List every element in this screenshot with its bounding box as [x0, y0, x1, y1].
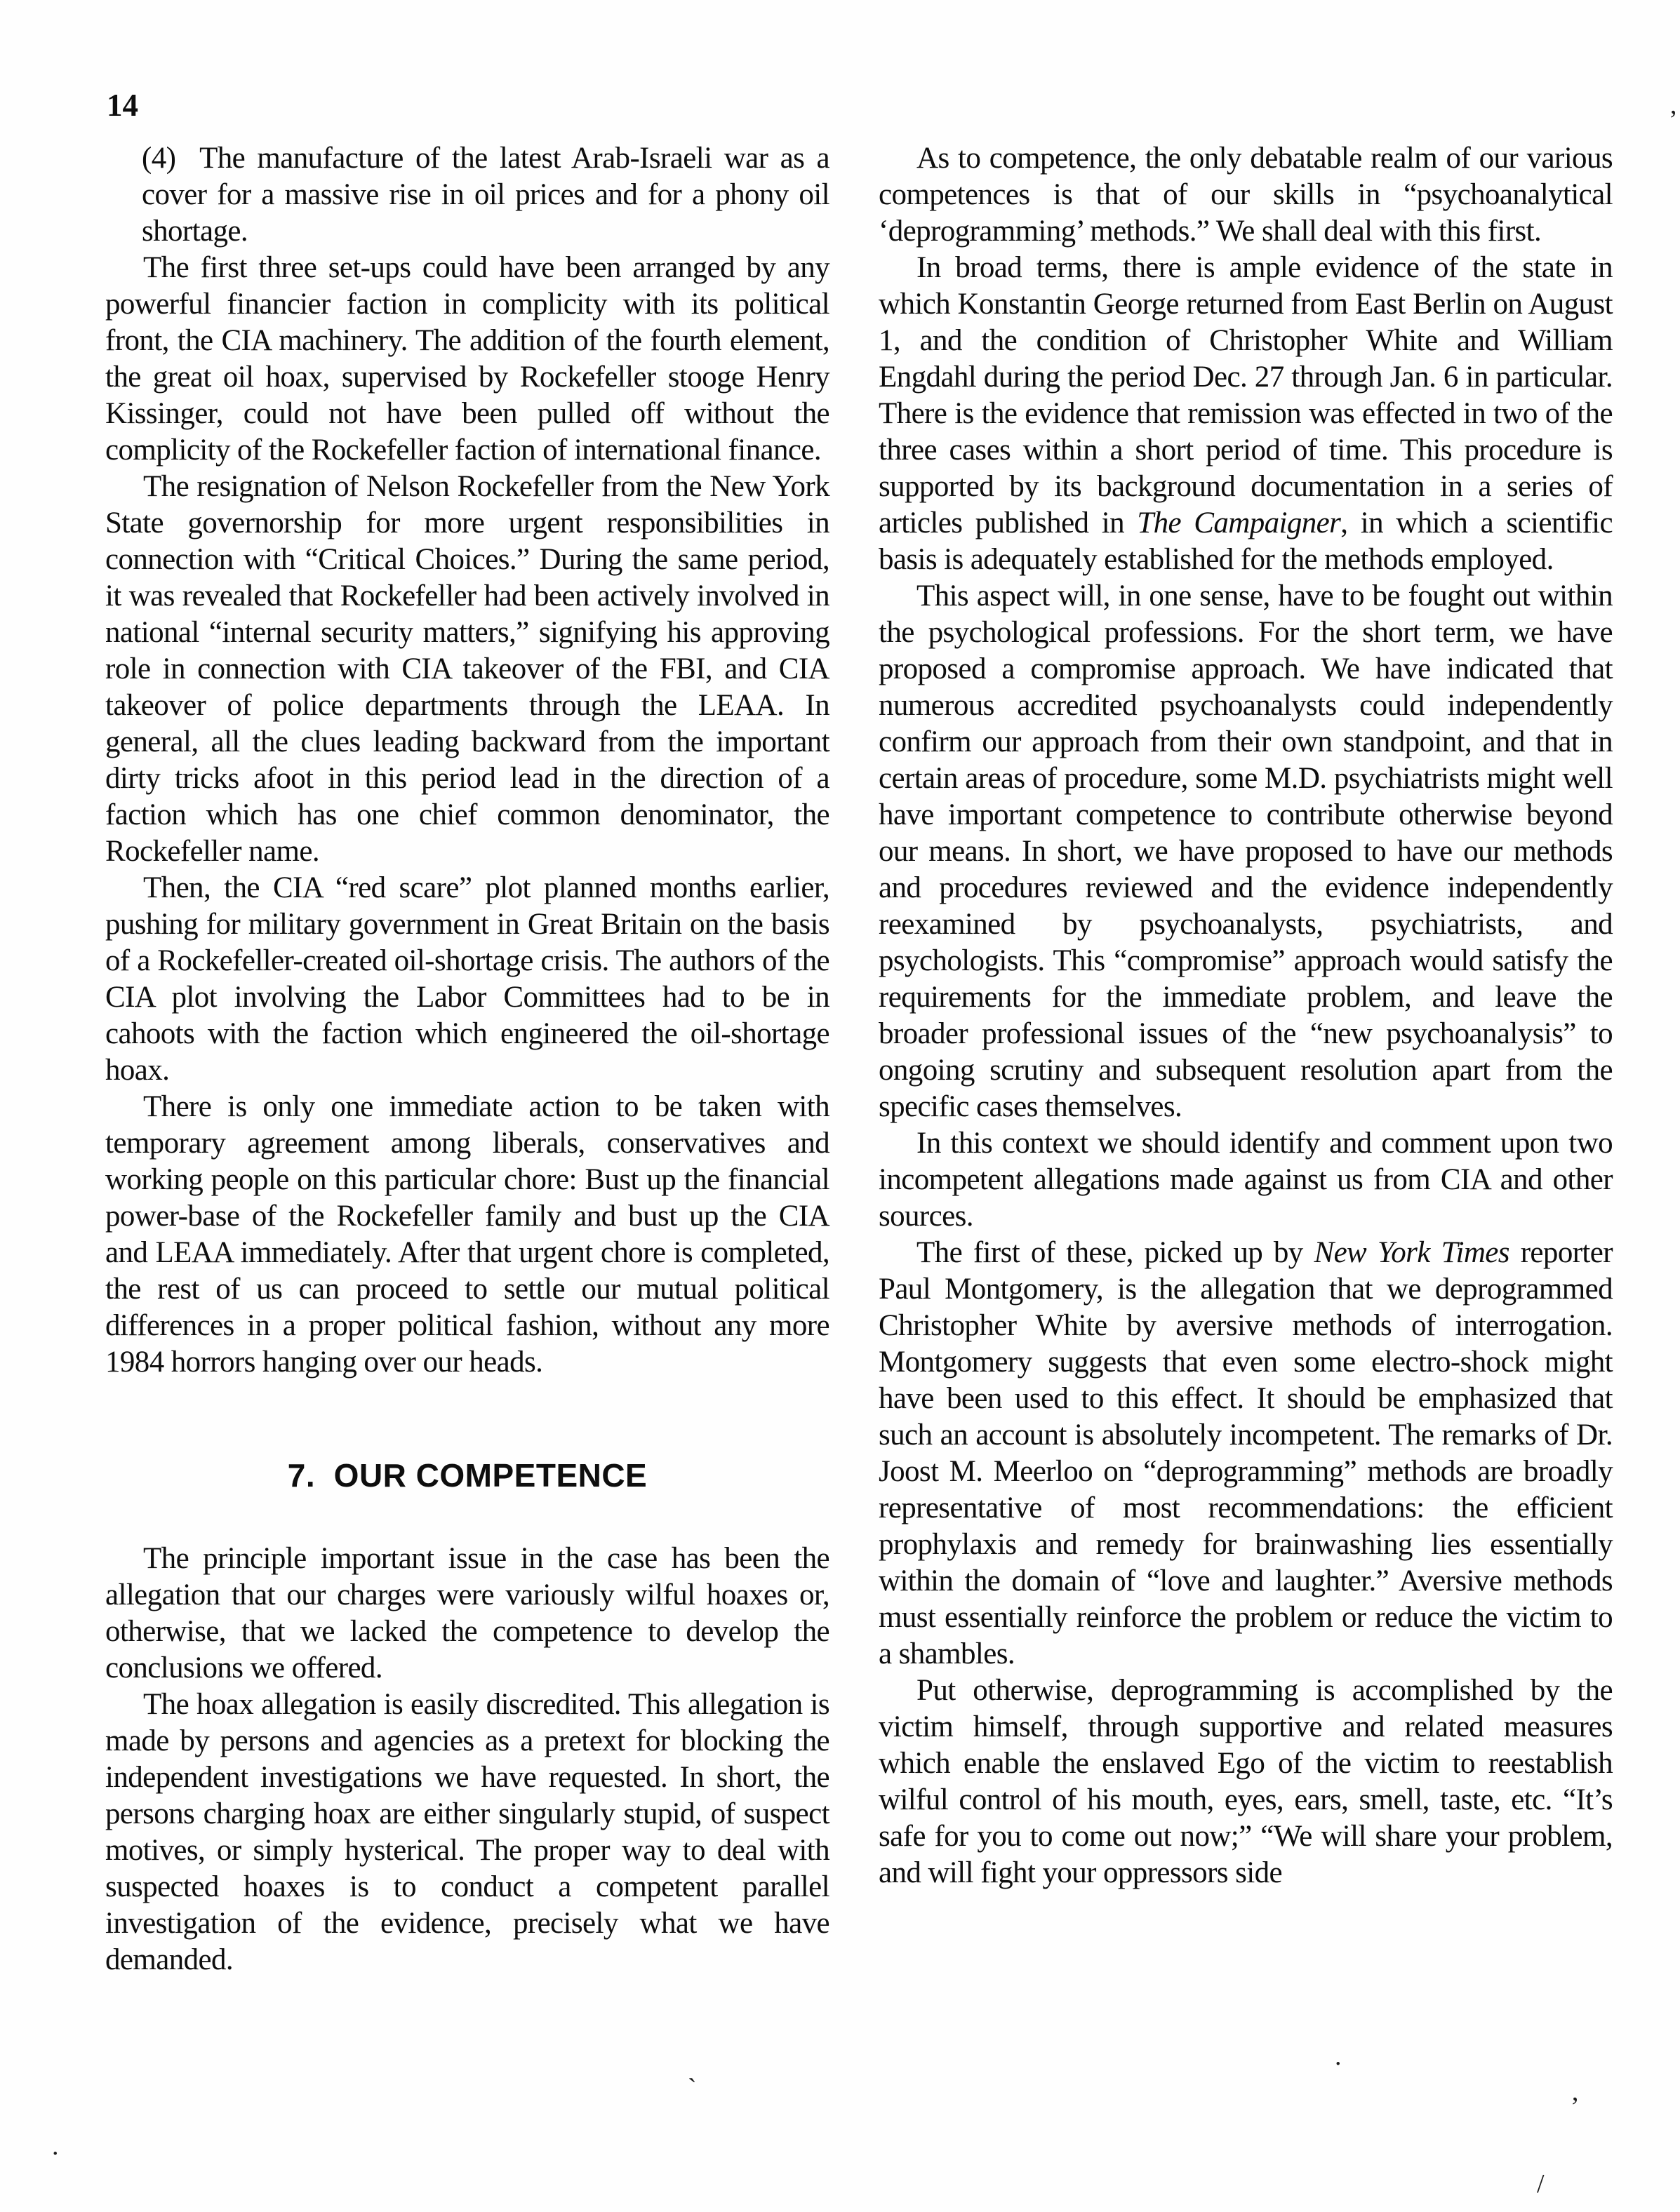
page-number: 14: [107, 88, 138, 123]
scan-artifact: ’: [1669, 105, 1678, 135]
list-item: [142, 140, 829, 250]
body-text: 7. OUR COMPETENCE: [287, 1457, 648, 1494]
scan-artifact: `: [688, 2074, 697, 2103]
paragraph: [879, 140, 1613, 250]
scan-artifact: .: [52, 2131, 59, 2161]
scan-artifact: /: [1537, 2169, 1545, 2199]
paragraph: [105, 469, 829, 870]
body-text: The first three set-ups could have been arranged by any powerful financier faction in complicity with its political front, the CIA machinery. The addition of the fourth element, the great oil hoax, supervised by Rockefeller stooge Henry Kissinger, could not have been pulled off without the complicity of the Rockefeller faction of international finance.: [105, 251, 829, 467]
paragraph: [105, 1687, 829, 1978]
body-text: The principle important issue in the case has been the allegation that our charges were variously wilful hoaxes or, otherwise, that we lacked the competence to develop the conclusions we offered.: [105, 1542, 829, 1684]
body-text: There is only one immediate action to be taken with temporary agreement among liberals, conservatives and working people on this particular chore: Bust up the financial power-base of the Rockefeller family and bust up the CIA and LEAA immediately. After that urgent chore is completed, the rest of us can proceed to settle our mutual political differences in a proper political fashion, without any more 1984 horrors hanging over our heads.: [105, 1090, 829, 1379]
right-column: [879, 140, 1613, 1891]
left-column: [105, 140, 829, 1978]
body-text: (4) The manufacture of the latest Arab-Israeli war as a cover for a massive rise in oil prices and for a phony oil shortage.: [142, 142, 829, 248]
paragraph: [879, 578, 1613, 1125]
italic-text: The Campaigner: [1137, 507, 1341, 539]
body-text: In broad terms, there is ample evidence of the state in which Konstantin George returned from East Berlin on August 1, and the condition of Christopher White and William Engdahl during the period Dec. 27 through Jan. 6 in particular. There is the evidence that remission was effected in two of the three cases within a short period of time. This procedure is supported by its background documentation in a series of articles published in: [879, 251, 1613, 539]
body-text: The first of these, picked up by: [916, 1236, 1314, 1269]
paragraph: [105, 250, 829, 469]
body-text: , in which a scientific basis is adequately established for the methods employed.: [879, 507, 1613, 576]
body-text: In this context we should identify and comment upon two incompetent allegations made against us from CIA and other sources.: [879, 1127, 1613, 1233]
paragraph: [879, 1235, 1613, 1673]
paragraph: [105, 870, 829, 1089]
italic-text: New York Times: [1314, 1236, 1509, 1269]
body-text: This aspect will, in one sense, have to be fought out within the psychological professions. For the short term, we have proposed a compromise approach. We have indicated that numerous accredited psychoanalysts could independently confirm our approach from their own standpoint, and that in certain areas of procedure, some M.D. psychiatrists might well have important competence to contribute otherwise beyond our means. In short, we have proposed to have our methods and procedures reviewed and the evidence independently reexamined by psychoanalysts, psychiatrists, and psychologists. This “compromise” approach would satisfy the requirements for the immediate problem, and leave the broader professional issues of the “new psychoanalysis” to ongoing scrutiny and subsequent resolution apart from the specific cases themselves.: [879, 579, 1613, 1123]
body-text: Then, the CIA “red scare” plot planned months earlier, pushing for military government in Great Britain on the basis of a Rockefeller-created oil-shortage crisis. The authors of the CIA plot involving the Labor Committees had to be in cahoots with the faction which engineered the oil-shortage hoax.: [105, 871, 829, 1087]
paragraph: [879, 1673, 1613, 1891]
body-text: reporter Paul Montgomery, is the allegation that we deprogrammed Christopher White by aversive methods of interrogation. Montgomery suggests that even some electro-shock might have been used to this effect. It should be emphasized that such an account is absolutely incompetent. The remarks of Dr. Joost M. Meerloo on “deprogramming” methods are broadly representative of most recommendations: the efficient prophylaxis and remedy for brainwashing lies essentially within the domain of “love and laughter.” Aversive methods must essentially reinforce the problem or reduce the victim to a shambles.: [879, 1236, 1613, 1670]
body-text: The resignation of Nelson Rockefeller from the New York State governorship for more urgent responsibilities in connection with “Critical Choices.” During the same period, it was revealed that Rockefeller had been actively involved in national “internal security matters,” signifying his approving role in connection with CIA takeover of the FBI, and CIA takeover of police departments through the LEAA. In general, all the clues leading backward from the important dirty tricks afoot in this period lead in the direction of a faction which has one chief common denominator, the Rockefeller name.: [105, 470, 829, 868]
body-text: The hoax allegation is easily discredited. This allegation is made by persons and agencies as a pretext for blocking the independent investigations we have requested. In short, the persons charging hoax are either singularly stupid, of suspect motives, or simply hysterical. The proper way to deal with suspected hoaxes is to conduct a competent parallel investigation of the evidence, precisely what we have demanded.: [105, 1688, 829, 1976]
section-heading: [105, 1455, 829, 1496]
body-text: As to competence, the only debatable realm of our various competences is that of our skills in “psychoanalytical ‘deprogramming’ methods.” We shall deal with this first.: [879, 142, 1613, 248]
scan-artifact: ’: [1571, 2092, 1580, 2121]
paragraph: [105, 1541, 829, 1687]
scan-artifact: .: [1335, 2042, 1342, 2071]
body-text: Put otherwise, deprogramming is accomplished by the victim himself, through supportive and related measures which enable the enslaved Ego of the victim to reestablish wilful control of his mouth, eyes, ears, smell, taste, etc. “It’s safe for you to come out now;” “We will share your problem, and will fight your oppressors side: [879, 1674, 1613, 1889]
paragraph: [105, 1089, 829, 1381]
paragraph: [879, 250, 1613, 578]
paragraph: [879, 1125, 1613, 1235]
